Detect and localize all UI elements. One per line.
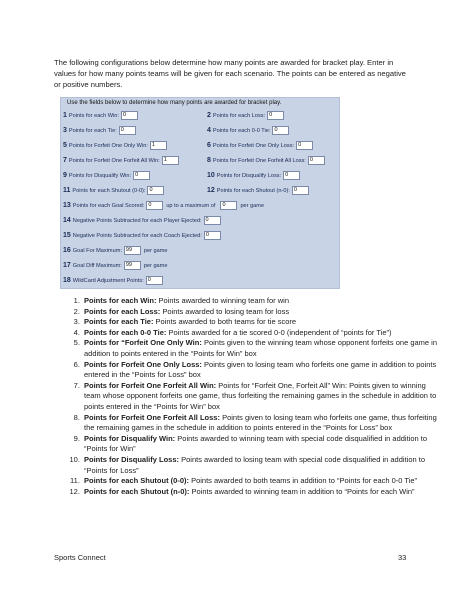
definition-item bbox=[82, 360, 442, 381]
callout-number: 15 bbox=[63, 232, 71, 239]
definition-term: Points for Forfeit One Forfeit All Win: bbox=[84, 380, 217, 390]
definition-item bbox=[82, 296, 442, 307]
goal-scored-row bbox=[63, 201, 267, 210]
points-input[interactable]: 0 bbox=[272, 126, 289, 135]
points-input[interactable]: 0 bbox=[296, 141, 313, 150]
definition-text: Points given to the winning team whose opponent forfeits one game in addition to points entered in the “Points for Win” box bbox=[84, 338, 438, 358]
definition-item bbox=[82, 487, 442, 498]
footer-brand: Sports Connect bbox=[54, 553, 106, 562]
definition-text: Points awarded to both teams for tie score bbox=[153, 317, 297, 327]
callout-number: 10 bbox=[207, 172, 215, 179]
definition-term: Points for Disqualify Loss: bbox=[84, 454, 180, 464]
field-label: Points for Forfeit One Forfeit All Win: bbox=[68, 157, 160, 164]
definition-text: Points awarded to losing team with special code disqualified in addition to “Points for Loss” bbox=[84, 454, 425, 475]
points-input[interactable]: 0 bbox=[147, 186, 164, 195]
player-ejected-row bbox=[63, 216, 221, 225]
definition-term: Points for Forfeit One Forfeit All Loss: bbox=[84, 412, 220, 422]
callout-number: 6 bbox=[207, 142, 211, 149]
page-number: 33 bbox=[398, 553, 407, 562]
points-input[interactable]: 99 bbox=[124, 246, 141, 255]
callout-number: 14 bbox=[63, 217, 71, 224]
definition-term: Points for each Shutout (0-0): bbox=[84, 476, 189, 486]
maximum-input[interactable]: 0 bbox=[220, 201, 237, 210]
callout-number: 9 bbox=[63, 172, 67, 179]
wildcard-row bbox=[63, 276, 163, 285]
bracket-points-panel bbox=[60, 97, 340, 289]
field-row-left bbox=[63, 126, 136, 135]
per-game-label: per game bbox=[143, 247, 168, 254]
field-label: Points for Forfeit One Only Loss: bbox=[212, 142, 295, 149]
definition-item bbox=[82, 328, 442, 339]
callout-number: 3 bbox=[63, 127, 67, 134]
field-label: Points for Forfeit One Forfeit All Loss: bbox=[212, 157, 306, 164]
definition-item bbox=[82, 381, 442, 413]
points-input[interactable]: 99 bbox=[124, 261, 141, 270]
field-label: Goal Diff Maximum: bbox=[72, 262, 122, 269]
field-row-right bbox=[207, 141, 313, 150]
field-label: Points for each Shutout (0-0): bbox=[72, 187, 146, 194]
points-input[interactable]: 0 bbox=[204, 216, 221, 225]
callout-number: 4 bbox=[207, 127, 211, 134]
points-input[interactable]: 0 bbox=[133, 171, 150, 180]
field-label: Points for each Win: bbox=[68, 112, 119, 119]
field-label: Points for each Goal Scored: bbox=[72, 202, 145, 209]
definition-term: Points for Forfeit One Only Loss: bbox=[84, 359, 202, 369]
definition-item bbox=[82, 338, 442, 359]
per-game-label: per game bbox=[143, 262, 168, 269]
definition-term: Points for each Shutout (n-0): bbox=[84, 486, 190, 496]
definition-text: Points for “Forfeit One, Forfeit All” Win: Points given to winning team whose opponent forfeits one game, thus forfeiting the remaining games in the schedule in addition to points entered in the “Points for Win” box bbox=[84, 380, 437, 411]
definition-term: Points for “Forfeit One Only Win: bbox=[84, 338, 202, 348]
definition-term: Points for each 0-0 Tie: bbox=[84, 327, 167, 337]
goal-diff-max-row bbox=[63, 261, 170, 270]
definition-term: Points for each Win: bbox=[84, 296, 157, 305]
points-input[interactable]: 0 bbox=[146, 201, 163, 210]
field-label: Points for Disqualify Win: bbox=[68, 172, 132, 179]
definition-text: Points awarded to both teams in addition to “Points for each 0-0 Tie” bbox=[189, 476, 418, 486]
field-label: Points for each Tie: bbox=[68, 127, 117, 134]
field-row-left bbox=[63, 156, 179, 165]
points-input[interactable]: 0 bbox=[204, 231, 221, 240]
definition-item bbox=[82, 476, 442, 487]
definition-term: Points for Disqualify Win: bbox=[84, 433, 176, 443]
definition-item bbox=[82, 307, 442, 318]
field-label: Negative Points Subtracted for each Coach Ejected: bbox=[72, 232, 202, 239]
definition-text: Points awarded to winning team with special code disqualified in addition to “Points for Win” bbox=[84, 433, 428, 454]
points-input[interactable]: 1 bbox=[162, 156, 179, 165]
callout-number: 12 bbox=[207, 187, 215, 194]
points-input[interactable]: 0 bbox=[119, 126, 136, 135]
definition-text: Points awarded to losing team for loss bbox=[160, 306, 290, 316]
intro-paragraph: The following configurations below determine how many points are awarded for bracket play. Enter in values for how many points teams will be given for each scenario. The points can be entered as negative or positive numbers. bbox=[54, 58, 406, 89]
points-input[interactable]: 0 bbox=[308, 156, 325, 165]
definition-term: Points for each Tie: bbox=[84, 317, 154, 327]
callout-number: 11 bbox=[63, 187, 71, 194]
field-row-right bbox=[207, 186, 309, 195]
definitions-list bbox=[56, 296, 442, 497]
goal-for-max-row bbox=[63, 246, 171, 255]
field-row-left bbox=[63, 111, 138, 120]
field-label: WildCard Adjustment Points: bbox=[72, 277, 144, 284]
field-label: Points for each Shutout (n-0): bbox=[216, 187, 290, 194]
field-label: Points for Disqualify Loss: bbox=[216, 172, 282, 179]
field-label: Points for Forfeit One Only Win: bbox=[68, 142, 148, 149]
callout-number: 5 bbox=[63, 142, 67, 149]
coach-ejected-row bbox=[63, 231, 221, 240]
field-row-right bbox=[207, 111, 284, 120]
field-label: Goal For Maximum: bbox=[72, 247, 122, 254]
panel-header: Use the fields below to determine how many points are awarded for bracket play. bbox=[67, 100, 282, 106]
field-label: Negative Points Subtracted for each Player Ejected: bbox=[72, 217, 202, 224]
definition-item bbox=[82, 317, 442, 328]
callout-number: 8 bbox=[207, 157, 211, 164]
definition-item bbox=[82, 434, 442, 455]
definition-text: Points awarded to winning team for win bbox=[156, 296, 290, 305]
callout-number: 13 bbox=[63, 202, 71, 209]
per-game-label: per game bbox=[240, 202, 265, 209]
definition-item bbox=[82, 455, 442, 476]
field-label: Points for each Loss: bbox=[212, 112, 266, 119]
callout-number: 7 bbox=[63, 157, 67, 164]
definition-text: Points awarded to winning team in addition to “Points for each Win” bbox=[189, 486, 415, 496]
points-input[interactable]: 0 bbox=[121, 111, 138, 120]
points-input[interactable]: 0 bbox=[292, 186, 309, 195]
definition-text: Points given to losing team who forfeits one game, thus forfeiting the remaining games in the schedule in addition to points entered in the “Points for Loss” box bbox=[84, 412, 437, 433]
field-row-left bbox=[63, 171, 150, 180]
callout-number: 18 bbox=[63, 277, 71, 284]
callout-number: 16 bbox=[63, 247, 71, 254]
field-row-right bbox=[207, 126, 289, 135]
callout-number: 17 bbox=[63, 262, 71, 269]
points-input[interactable]: 0 bbox=[146, 276, 163, 285]
callout-number: 2 bbox=[207, 112, 211, 119]
definition-text: Points awarded for a tie scored 0-0 (independent of “points for Tie”) bbox=[166, 327, 392, 337]
points-input[interactable]: 0 bbox=[267, 111, 284, 120]
definition-text: Points given to losing team who forfeits one game in addition to points entered in the “Points for Loss” box bbox=[84, 359, 437, 380]
definition-item bbox=[82, 413, 442, 434]
field-row-left bbox=[63, 186, 164, 195]
definition-term: Points for each Loss: bbox=[84, 306, 161, 316]
field-row-left bbox=[63, 141, 167, 150]
field-row-right bbox=[207, 156, 325, 165]
field-row-right bbox=[207, 171, 300, 180]
maximum-label: up to a maximum of bbox=[166, 202, 216, 209]
field-label: Points for each 0-0 Tie: bbox=[212, 127, 271, 134]
points-input[interactable]: 0 bbox=[283, 171, 300, 180]
callout-number: 1 bbox=[63, 112, 67, 119]
points-input[interactable]: 1 bbox=[150, 141, 167, 150]
